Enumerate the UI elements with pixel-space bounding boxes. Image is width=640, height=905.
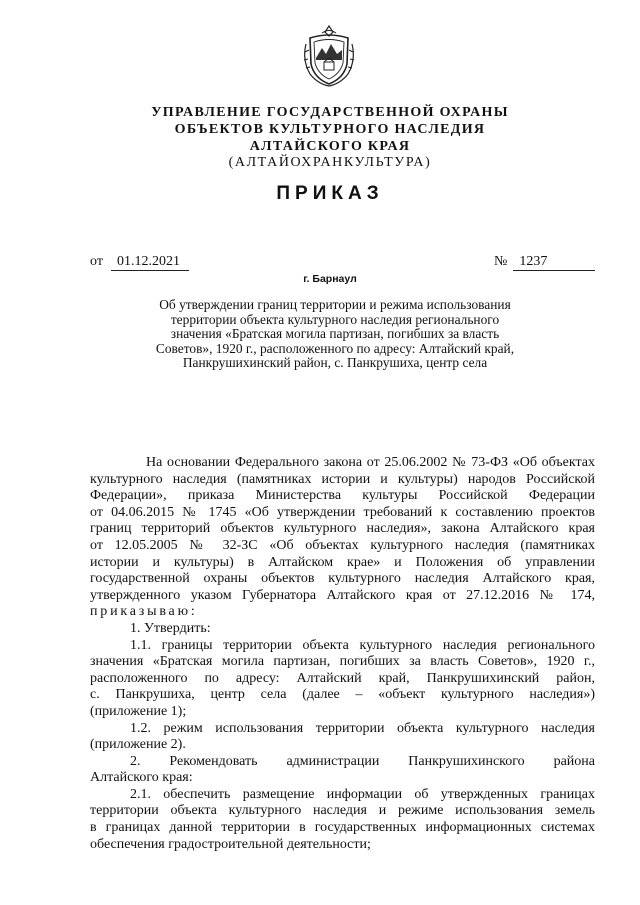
body-line: 2. Рекомендовать администрации Панкрушихинского района — [130, 753, 595, 769]
body-line: государственной охраны объектов культурного наследия Алтайского края, — [90, 571, 595, 587]
body-line: от 04.06.2015 № 1745 «Об утверждении требований к составлению проектов — [90, 504, 595, 520]
body-line: приказываю: — [90, 604, 198, 620]
body-line: (приложение 2). — [90, 737, 186, 753]
body-line: обеспечения градостроительной деятельности; — [90, 836, 371, 852]
document-type-title: ПРИКАЗ — [276, 183, 384, 204]
body-line: 1.2. режим использования территории объекта культурного наследия — [130, 720, 595, 736]
body-line: культурного наследия (памятниках истории и культуры) народов Российской — [90, 471, 595, 487]
body-line: утвержденного указом Губернатора Алтайского края от 27.12.2016 № 174, — [90, 587, 595, 603]
subject-line: Об утверждении границ территории и режима использования — [159, 297, 511, 312]
body-line: истории и культуры) в Алтайском крае» и Положения об управлении — [90, 554, 595, 570]
body-line: Федерации», приказа Министерства культуры Российской Федерации — [90, 488, 595, 504]
subject-line: значения «Братская могила партизан, погибших за власть — [170, 326, 500, 342]
number-field — [494, 254, 595, 271]
body-line: 2.1. обеспечить размещение информации об утвержденных границах — [130, 786, 595, 802]
org-name-line: УПРАВЛЕНИЕ ГОСУДАРСТВЕННОЙ ОХРАНЫ — [151, 105, 509, 120]
body-line: значения «Братская могила партизан, погибших за власть Советов», 1920 г., — [90, 654, 595, 670]
document-date: 01.12.2021 — [111, 254, 189, 271]
date-field — [90, 254, 189, 271]
subject-line: Панкрушихинский район, с. Панкрушиха, центр села — [182, 355, 488, 371]
body-line: от 12.05.2005 № 32-ЗС «Об объектах культурного наследия (памятниках — [90, 537, 595, 553]
body-line: 1. Утвердить: — [130, 620, 211, 636]
body-line: с. Панкрушиха, центр села (далее – «объект культурного наследия») — [90, 687, 595, 703]
body-line: 1.1. границы территории объекта культурного наследия регионального — [130, 637, 595, 653]
date-prefix: от — [90, 254, 103, 269]
org-name-line: ОБЪЕКТОВ КУЛЬТУРНОГО НАСЛЕДИЯ — [174, 122, 486, 137]
subject-line: Советов», 1920 г., расположенного по адресу: Алтайский край, — [155, 340, 515, 356]
body-line: территории объекта культурного наследия и режиме использования земель — [90, 803, 595, 819]
org-name-line: АЛТАЙСКОГО КРАЯ — [249, 139, 411, 154]
number-prefix: № — [494, 254, 508, 269]
document-number: 1237 — [513, 254, 595, 271]
org-abbreviation: (АЛТАЙОХРАНКУЛЬТУРА) — [228, 155, 432, 170]
body-line: Алтайского края: — [90, 770, 193, 786]
body-line: расположенного по адресу: Алтайский край, Панкрушихинский район, — [90, 670, 595, 686]
body-line: в границах данной территории в государственных информационных системах — [90, 820, 595, 836]
subject-line: территории объекта культурного наследия регионального — [170, 311, 500, 327]
body-line: (приложение 1); — [90, 703, 187, 719]
coat-of-arms-emblem — [300, 24, 358, 88]
body-line: На основании Федерального закона от 25.06.2002 № 73-ФЗ «Об объектах — [146, 455, 595, 470]
document-body — [90, 455, 595, 853]
body-line: границ территорий объектов культурного наследия», закона Алтайского края — [90, 521, 595, 537]
city-label: г. Барнаул — [303, 273, 357, 285]
document-subject — [110, 298, 560, 371]
